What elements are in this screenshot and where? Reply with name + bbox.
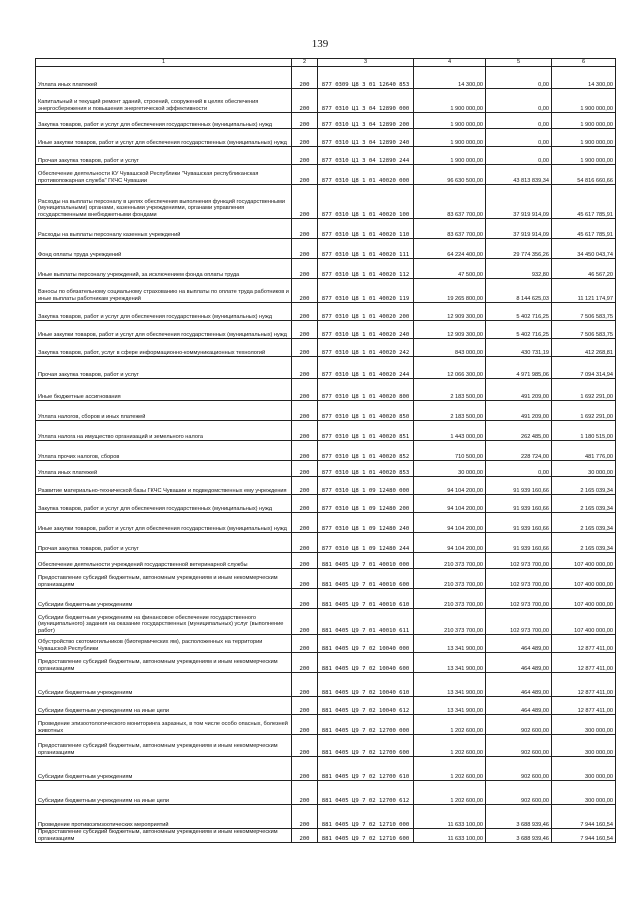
row-classification-code-cell: 877 0310 Ц8 1 01 40020 800 (318, 379, 414, 401)
row-executed-amount-cell: 0,00 (486, 89, 552, 113)
row-unexecuted-amount-cell: 1 900 000,00 (552, 113, 616, 129)
row-approved-amount-cell: 96 630 500,00 (414, 165, 486, 185)
table-row (36, 219, 616, 239)
row-name-cell: Иные закупки товаров, работ и услуг для обеспечения государственных (муниципальных) нужд (36, 513, 292, 533)
row-classification-code-cell: 877 0310 Ц8 1 09 12480 000 (318, 477, 414, 495)
row-approved-amount-cell: 94 104 200,00 (414, 513, 486, 533)
table-row (36, 757, 616, 781)
table-row (36, 477, 616, 495)
row-unexecuted-amount-cell: 300 000,00 (552, 757, 616, 781)
table-row (36, 781, 616, 805)
row-name-cell: Обеспечение деятельности КУ Чувашской Республики "Чувашская республиканская противопожарная служба" ГКЧС Чувашии (36, 165, 292, 185)
table-row (36, 673, 616, 697)
row-approved-amount-cell: 12 909 300,00 (414, 321, 486, 339)
row-executed-amount-cell: 0,00 (486, 67, 552, 89)
row-name-cell: Уплата иных платежей (36, 67, 292, 89)
row-name-cell: Расходы на выплаты персоналу казенных учреждений (36, 219, 292, 239)
table-row (36, 357, 616, 379)
row-unexecuted-amount-cell: 12 877 411,00 (552, 653, 616, 673)
row-executed-amount-cell: 91 939 160,66 (486, 513, 552, 533)
table-row (36, 239, 616, 259)
row-classification-code-cell: 881 0405 Ц9 7 02 12710 000 (318, 805, 414, 829)
budget-execution-table (35, 58, 616, 843)
page-number: 139 (311, 38, 329, 50)
row-classification-code-cell: 881 0405 Ц9 7 01 40010 610 (318, 589, 414, 609)
table-row (36, 185, 616, 219)
row-name-cell: Предоставление субсидий бюджетным, автономным учреждениям и иным некоммерческим организациям (36, 569, 292, 589)
row-name-cell: Закупка товаров, работ и услуг для обеспечения государственных (муниципальных) нужд (36, 113, 292, 129)
table-body (36, 67, 616, 843)
row-line-code-cell: 200 (292, 89, 318, 113)
row-line-code-cell: 200 (292, 147, 318, 165)
row-executed-amount-cell: 102 973 700,00 (486, 589, 552, 609)
table-row (36, 303, 616, 321)
table-row (36, 401, 616, 421)
row-classification-code-cell: 877 0310 Ц8 1 01 40020 112 (318, 259, 414, 279)
row-executed-amount-cell: 464 489,00 (486, 697, 552, 715)
row-classification-code-cell: 877 0310 Ц1 3 04 12890 244 (318, 147, 414, 165)
table-header-row (36, 59, 616, 67)
row-unexecuted-amount-cell: 45 617 785,91 (552, 219, 616, 239)
row-approved-amount-cell: 2 183 500,00 (414, 379, 486, 401)
table-row (36, 513, 616, 533)
row-executed-amount-cell: 902 600,00 (486, 715, 552, 735)
row-name-cell: Прочая закупка товаров, работ и услуг (36, 357, 292, 379)
row-line-code-cell: 200 (292, 129, 318, 147)
row-classification-code-cell: 881 0405 Ц9 7 01 40010 611 (318, 609, 414, 635)
table-row (36, 697, 616, 715)
row-approved-amount-cell: 94 104 200,00 (414, 495, 486, 513)
row-line-code-cell: 200 (292, 441, 318, 461)
row-name-cell: Субсидии бюджетным учреждениям на иные цели (36, 697, 292, 715)
row-classification-code-cell: 877 0310 Ц8 1 01 40020 850 (318, 401, 414, 421)
row-executed-amount-cell: 491 209,00 (486, 379, 552, 401)
row-approved-amount-cell: 83 637 700,00 (414, 219, 486, 239)
row-approved-amount-cell: 12 909 300,00 (414, 303, 486, 321)
row-classification-code-cell: 881 0405 Ц9 7 02 12700 612 (318, 781, 414, 805)
row-classification-code-cell: 881 0405 Ц9 7 02 10040 610 (318, 673, 414, 697)
row-approved-amount-cell: 64 224 400,00 (414, 239, 486, 259)
row-approved-amount-cell: 210 373 700,00 (414, 589, 486, 609)
row-executed-amount-cell: 902 600,00 (486, 781, 552, 805)
row-line-code-cell: 200 (292, 401, 318, 421)
row-executed-amount-cell: 430 731,19 (486, 339, 552, 357)
row-executed-amount-cell: 0,00 (486, 147, 552, 165)
row-approved-amount-cell: 710 500,00 (414, 441, 486, 461)
row-name-cell: Фонд оплаты труда учреждений (36, 239, 292, 259)
table-row (36, 589, 616, 609)
row-approved-amount-cell: 19 265 800,00 (414, 279, 486, 303)
row-classification-code-cell: 881 0405 Ц9 7 01 40010 600 (318, 569, 414, 589)
row-unexecuted-amount-cell: 2 165 039,34 (552, 513, 616, 533)
row-line-code-cell: 200 (292, 379, 318, 401)
row-classification-code-cell: 881 0405 Ц9 7 02 12700 610 (318, 757, 414, 781)
row-name-cell: Уплата прочих налогов, сборов (36, 441, 292, 461)
row-unexecuted-amount-cell: 34 450 043,74 (552, 239, 616, 259)
row-line-code-cell: 200 (292, 513, 318, 533)
row-approved-amount-cell: 14 300,00 (414, 67, 486, 89)
row-approved-amount-cell: 94 104 200,00 (414, 533, 486, 553)
column-header-6: 6 (552, 59, 616, 67)
row-classification-code-cell: 877 0310 Ц8 1 01 40020 242 (318, 339, 414, 357)
row-approved-amount-cell: 1 900 000,00 (414, 147, 486, 165)
row-approved-amount-cell: 1 202 600,00 (414, 735, 486, 757)
row-executed-amount-cell: 902 600,00 (486, 735, 552, 757)
row-approved-amount-cell: 210 373 700,00 (414, 553, 486, 569)
row-unexecuted-amount-cell: 107 400 000,00 (552, 553, 616, 569)
row-line-code-cell: 200 (292, 67, 318, 89)
column-header-2: 2 (292, 59, 318, 67)
row-unexecuted-amount-cell: 7 094 314,94 (552, 357, 616, 379)
row-approved-amount-cell: 843 000,00 (414, 339, 486, 357)
row-line-code-cell: 200 (292, 461, 318, 477)
row-classification-code-cell: 881 0405 Ц9 7 01 40010 000 (318, 553, 414, 569)
row-approved-amount-cell: 1 900 000,00 (414, 129, 486, 147)
row-name-cell: Уплата налога на имущество организаций и земельного налога (36, 421, 292, 441)
row-classification-code-cell: 881 0405 Ц9 7 02 12700 000 (318, 715, 414, 735)
row-line-code-cell: 200 (292, 113, 318, 129)
row-executed-amount-cell: 91 939 160,66 (486, 477, 552, 495)
row-approved-amount-cell: 1 202 600,00 (414, 781, 486, 805)
row-unexecuted-amount-cell: 11 121 174,97 (552, 279, 616, 303)
row-line-code-cell: 200 (292, 165, 318, 185)
row-classification-code-cell: 881 0405 Ц9 7 02 10040 600 (318, 653, 414, 673)
row-classification-code-cell: 877 0310 Ц8 1 01 40020 852 (318, 441, 414, 461)
row-executed-amount-cell: 228 724,00 (486, 441, 552, 461)
table-row (36, 165, 616, 185)
row-classification-code-cell: 877 0309 Ц8 3 01 12640 853 (318, 67, 414, 89)
row-unexecuted-amount-cell: 2 165 039,34 (552, 495, 616, 513)
row-executed-amount-cell: 102 973 700,00 (486, 569, 552, 589)
row-name-cell: Обустройство скотомогильников (биотермических ям), расположенных на территории Чувашской Республики (36, 635, 292, 653)
row-name-cell: Уплата иных платежей (36, 461, 292, 477)
row-line-code-cell: 200 (292, 239, 318, 259)
row-classification-code-cell: 877 0310 Ц8 1 01 40020 100 (318, 185, 414, 219)
row-classification-code-cell: 877 0310 Ц1 3 04 12890 240 (318, 129, 414, 147)
row-approved-amount-cell: 13 341 900,00 (414, 673, 486, 697)
row-name-cell: Субсидии бюджетным учреждениям (36, 757, 292, 781)
row-name-cell: Закупка товаров, работ и услуг для обеспечения государственных (муниципальных) нужд (36, 303, 292, 321)
row-approved-amount-cell: 1 202 600,00 (414, 757, 486, 781)
table-row (36, 259, 616, 279)
row-unexecuted-amount-cell: 54 816 660,66 (552, 165, 616, 185)
row-unexecuted-amount-cell: 1 692 291,00 (552, 379, 616, 401)
row-classification-code-cell: 881 0405 Ц9 7 02 10040 612 (318, 697, 414, 715)
row-name-cell: Субсидии бюджетным учреждениям на финансовое обеспечение государственного (муниципального) задания на оказание государственных (муниципальных) услуг (выполнение работ) (36, 609, 292, 635)
row-line-code-cell: 200 (292, 781, 318, 805)
row-approved-amount-cell: 2 183 500,00 (414, 401, 486, 421)
row-name-cell: Прочая закупка товаров, работ и услуг (36, 147, 292, 165)
row-executed-amount-cell: 37 919 914,09 (486, 185, 552, 219)
row-classification-code-cell: 877 0310 Ц8 1 01 40020 000 (318, 165, 414, 185)
row-name-cell: Капитальный и текущий ремонт зданий, строений, сооружений в целях обеспечения энергосбережения и повышения энергетической эффективности (36, 89, 292, 113)
row-line-code-cell: 200 (292, 673, 318, 697)
row-classification-code-cell: 881 0405 Ц9 7 02 12710 600 (318, 829, 414, 843)
row-classification-code-cell: 881 0405 Ц9 7 02 10040 000 (318, 635, 414, 653)
row-approved-amount-cell: 47 500,00 (414, 259, 486, 279)
row-line-code-cell: 200 (292, 829, 318, 843)
table-row (36, 635, 616, 653)
table-row (36, 441, 616, 461)
row-executed-amount-cell: 0,00 (486, 129, 552, 147)
row-name-cell: Предоставление субсидий бюджетным, автономным учреждениям и иным некоммерческим организациям (36, 735, 292, 757)
row-unexecuted-amount-cell: 1 692 291,00 (552, 401, 616, 421)
row-name-cell: Иные закупки товаров, работ и услуг для обеспечения государственных (муниципальных) нужд (36, 129, 292, 147)
row-classification-code-cell: 877 0310 Ц8 1 01 40020 244 (318, 357, 414, 379)
row-classification-code-cell: 877 0310 Ц8 1 09 12480 240 (318, 513, 414, 533)
row-line-code-cell: 200 (292, 635, 318, 653)
row-line-code-cell: 200 (292, 357, 318, 379)
row-executed-amount-cell: 91 939 160,66 (486, 495, 552, 513)
row-unexecuted-amount-cell: 107 400 000,00 (552, 609, 616, 635)
row-executed-amount-cell: 3 688 939,46 (486, 805, 552, 829)
table-row (36, 461, 616, 477)
table-row (36, 113, 616, 129)
row-approved-amount-cell: 1 900 000,00 (414, 89, 486, 113)
row-approved-amount-cell: 30 000,00 (414, 461, 486, 477)
row-unexecuted-amount-cell: 2 165 039,34 (552, 477, 616, 495)
table-row (36, 829, 616, 843)
row-classification-code-cell: 877 0310 Ц8 1 01 40020 853 (318, 461, 414, 477)
row-name-cell: Проведение эпизоотологического мониторинга заразных, в том числе особо опасных, болезней животных (36, 715, 292, 735)
row-name-cell: Прочая закупка товаров, работ и услуг (36, 533, 292, 553)
row-executed-amount-cell: 902 600,00 (486, 757, 552, 781)
row-line-code-cell: 200 (292, 609, 318, 635)
row-unexecuted-amount-cell: 7 506 583,75 (552, 321, 616, 339)
row-name-cell: Проведение противоэпизоотических мероприятий (36, 805, 292, 829)
row-line-code-cell: 200 (292, 185, 318, 219)
row-line-code-cell: 200 (292, 715, 318, 735)
row-name-cell: Предоставление субсидий бюджетным, автономным учреждениям и иным некоммерческим организациям (36, 829, 292, 843)
row-executed-amount-cell: 43 813 839,34 (486, 165, 552, 185)
row-name-cell: Закупка товаров, работ, услуг в сфере информационно-коммуникационных технологий (36, 339, 292, 357)
row-line-code-cell: 200 (292, 495, 318, 513)
row-unexecuted-amount-cell: 30 000,00 (552, 461, 616, 477)
row-name-cell: Развитие материально-технической базы ГКЧС Чувашии и подведомственных ему учреждения (36, 477, 292, 495)
table-row (36, 279, 616, 303)
table-row (36, 715, 616, 735)
row-unexecuted-amount-cell: 7 944 160,54 (552, 805, 616, 829)
row-unexecuted-amount-cell: 7 944 160,54 (552, 829, 616, 843)
row-unexecuted-amount-cell: 45 617 785,91 (552, 185, 616, 219)
row-approved-amount-cell: 13 341 900,00 (414, 697, 486, 715)
row-unexecuted-amount-cell: 107 400 000,00 (552, 569, 616, 589)
table-row (36, 569, 616, 589)
row-unexecuted-amount-cell: 12 877 411,00 (552, 673, 616, 697)
row-line-code-cell: 200 (292, 757, 318, 781)
row-executed-amount-cell: 0,00 (486, 113, 552, 129)
table-row (36, 609, 616, 635)
row-line-code-cell: 200 (292, 279, 318, 303)
row-unexecuted-amount-cell: 1 900 000,00 (552, 147, 616, 165)
column-header-3: 3 (318, 59, 414, 67)
row-unexecuted-amount-cell: 7 506 583,75 (552, 303, 616, 321)
row-approved-amount-cell: 210 373 700,00 (414, 569, 486, 589)
row-executed-amount-cell: 91 939 160,66 (486, 533, 552, 553)
row-name-cell: Иные бюджетные ассигнования (36, 379, 292, 401)
row-unexecuted-amount-cell: 14 300,00 (552, 67, 616, 89)
table-row (36, 129, 616, 147)
row-executed-amount-cell: 464 489,00 (486, 635, 552, 653)
row-name-cell: Иные закупки товаров, работ и услуг для обеспечения государственных (муниципальных) нужд (36, 321, 292, 339)
row-unexecuted-amount-cell: 481 776,00 (552, 441, 616, 461)
column-header-4: 4 (414, 59, 486, 67)
row-executed-amount-cell: 4 971 985,06 (486, 357, 552, 379)
row-executed-amount-cell: 0,00 (486, 461, 552, 477)
row-name-cell: Иные выплаты персоналу учреждений, за исключением фонда оплаты труда (36, 259, 292, 279)
table-row (36, 735, 616, 757)
row-name-cell: Закупка товаров, работ и услуг для обеспечения государственных (муниципальных) нужд (36, 495, 292, 513)
row-classification-code-cell: 877 0310 Ц8 1 01 40020 240 (318, 321, 414, 339)
row-line-code-cell: 200 (292, 553, 318, 569)
row-approved-amount-cell: 13 341 900,00 (414, 653, 486, 673)
row-line-code-cell: 200 (292, 421, 318, 441)
row-executed-amount-cell: 29 774 356,26 (486, 239, 552, 259)
row-line-code-cell: 200 (292, 697, 318, 715)
table-row (36, 379, 616, 401)
row-classification-code-cell: 877 0310 Ц1 3 04 12890 200 (318, 113, 414, 129)
table-row (36, 533, 616, 553)
row-line-code-cell: 200 (292, 219, 318, 239)
row-executed-amount-cell: 262 485,00 (486, 421, 552, 441)
row-line-code-cell: 200 (292, 259, 318, 279)
row-classification-code-cell: 877 0310 Ц8 1 01 40020 200 (318, 303, 414, 321)
row-classification-code-cell: 877 0310 Ц1 3 04 12890 000 (318, 89, 414, 113)
row-name-cell: Обеспечение деятельности учреждений государственной ветеринарной службы (36, 553, 292, 569)
row-executed-amount-cell: 102 973 700,00 (486, 609, 552, 635)
row-line-code-cell: 200 (292, 589, 318, 609)
row-classification-code-cell: 877 0310 Ц8 1 01 40020 111 (318, 239, 414, 259)
row-unexecuted-amount-cell: 12 877 411,00 (552, 635, 616, 653)
row-executed-amount-cell: 5 402 716,25 (486, 303, 552, 321)
row-name-cell: Субсидии бюджетным учреждениям на иные цели (36, 781, 292, 805)
row-unexecuted-amount-cell: 2 165 039,34 (552, 533, 616, 553)
table-row (36, 805, 616, 829)
row-unexecuted-amount-cell: 1 900 000,00 (552, 129, 616, 147)
row-unexecuted-amount-cell: 12 877 411,00 (552, 697, 616, 715)
row-line-code-cell: 200 (292, 303, 318, 321)
row-approved-amount-cell: 1 202 600,00 (414, 715, 486, 735)
row-classification-code-cell: 881 0405 Ц9 7 02 12700 600 (318, 735, 414, 757)
row-approved-amount-cell: 94 104 200,00 (414, 477, 486, 495)
row-line-code-cell: 200 (292, 805, 318, 829)
row-line-code-cell: 200 (292, 533, 318, 553)
table-row (36, 495, 616, 513)
row-line-code-cell: 200 (292, 321, 318, 339)
row-approved-amount-cell: 1 900 000,00 (414, 113, 486, 129)
row-approved-amount-cell: 83 637 700,00 (414, 185, 486, 219)
row-name-cell: Взносы по обязательному социальному страхованию на выплаты по оплате труда работников и иные выплаты работникам учреждений (36, 279, 292, 303)
row-executed-amount-cell: 3 688 939,46 (486, 829, 552, 843)
table-row (36, 89, 616, 113)
row-unexecuted-amount-cell: 107 400 000,00 (552, 589, 616, 609)
row-line-code-cell: 200 (292, 735, 318, 757)
row-approved-amount-cell: 210 373 700,00 (414, 609, 486, 635)
row-executed-amount-cell: 8 144 625,03 (486, 279, 552, 303)
table-row (36, 147, 616, 165)
row-line-code-cell: 200 (292, 339, 318, 357)
row-unexecuted-amount-cell: 412 268,81 (552, 339, 616, 357)
row-executed-amount-cell: 464 489,00 (486, 653, 552, 673)
row-approved-amount-cell: 13 341 900,00 (414, 635, 486, 653)
row-unexecuted-amount-cell: 300 000,00 (552, 781, 616, 805)
row-line-code-cell: 200 (292, 653, 318, 673)
row-executed-amount-cell: 37 919 914,09 (486, 219, 552, 239)
table-row (36, 321, 616, 339)
table-row (36, 421, 616, 441)
row-executed-amount-cell: 932,80 (486, 259, 552, 279)
row-approved-amount-cell: 11 633 100,00 (414, 829, 486, 843)
row-name-cell: Предоставление субсидий бюджетным, автономным учреждениям и иным некоммерческим организациям (36, 653, 292, 673)
row-unexecuted-amount-cell: 1 180 515,00 (552, 421, 616, 441)
column-header-1: 1 (36, 59, 292, 67)
row-approved-amount-cell: 11 633 100,00 (414, 805, 486, 829)
row-name-cell: Расходы на выплаты персоналу в целях обеспечения выполнения функций государственными (муниципальными) органами, казенными учреждениями, органами управления государственными внебюджетными фондами (36, 185, 292, 219)
table-row (36, 553, 616, 569)
row-classification-code-cell: 877 0310 Ц8 1 01 40020 110 (318, 219, 414, 239)
table-row (36, 653, 616, 673)
row-name-cell: Субсидии бюджетным учреждениям (36, 589, 292, 609)
row-executed-amount-cell: 491 209,00 (486, 401, 552, 421)
row-line-code-cell: 200 (292, 477, 318, 495)
row-executed-amount-cell: 464 489,00 (486, 673, 552, 697)
row-executed-amount-cell: 102 973 700,00 (486, 553, 552, 569)
row-classification-code-cell: 877 0310 Ц8 1 09 12480 200 (318, 495, 414, 513)
table-row (36, 67, 616, 89)
row-name-cell: Субсидии бюджетным учреждениям (36, 673, 292, 697)
column-header-5: 5 (486, 59, 552, 67)
row-approved-amount-cell: 1 443 000,00 (414, 421, 486, 441)
row-classification-code-cell: 877 0310 Ц8 1 01 40020 851 (318, 421, 414, 441)
row-executed-amount-cell: 5 402 716,25 (486, 321, 552, 339)
row-name-cell: Уплата налогов, сборов и иных платежей (36, 401, 292, 421)
row-classification-code-cell: 877 0310 Ц8 1 01 40020 119 (318, 279, 414, 303)
row-line-code-cell: 200 (292, 569, 318, 589)
row-classification-code-cell: 877 0310 Ц8 1 09 12480 244 (318, 533, 414, 553)
row-unexecuted-amount-cell: 46 567,20 (552, 259, 616, 279)
row-unexecuted-amount-cell: 300 000,00 (552, 715, 616, 735)
table-row (36, 339, 616, 357)
row-unexecuted-amount-cell: 300 000,00 (552, 735, 616, 757)
row-approved-amount-cell: 12 066 300,00 (414, 357, 486, 379)
row-unexecuted-amount-cell: 1 900 000,00 (552, 89, 616, 113)
